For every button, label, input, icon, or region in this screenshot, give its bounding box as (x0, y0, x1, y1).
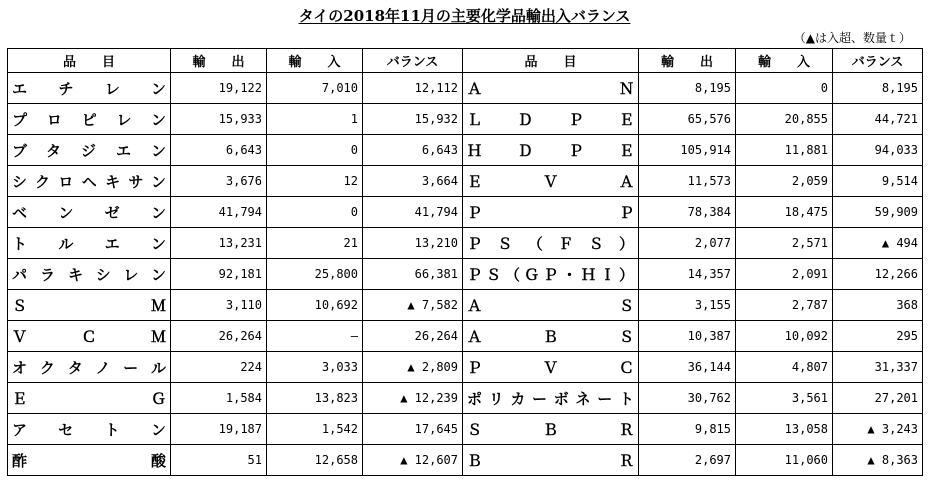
left-balance: 66,381 (363, 259, 463, 290)
right-item-name: ＡＮ (463, 73, 639, 104)
right-item-name: ＰＰ (463, 197, 639, 228)
header-import-left: 輸 入 (267, 49, 363, 73)
right-import: 4,807 (736, 352, 833, 383)
left-item-name: パラキシレン (8, 259, 171, 290)
table-row (8, 228, 923, 259)
right-import: 20,855 (736, 104, 833, 135)
table-row (8, 445, 923, 476)
right-export: 10,387 (639, 321, 736, 352)
right-balance: 9,514 (833, 166, 923, 197)
right-import: 2,059 (736, 166, 833, 197)
right-export: 9,815 (639, 414, 736, 445)
table-row (8, 414, 923, 445)
left-item-name: ＶＣＭ (8, 321, 171, 352)
table-row (8, 197, 923, 228)
left-export: 41,794 (171, 197, 267, 228)
left-balance: 26,264 (363, 321, 463, 352)
left-item-name: オクタノール (8, 352, 171, 383)
left-export: 51 (171, 445, 267, 476)
right-import: 3,561 (736, 383, 833, 414)
right-balance: 8,195 (833, 73, 923, 104)
right-import: 2,571 (736, 228, 833, 259)
right-balance: 44,721 (833, 104, 923, 135)
left-import: 25,800 (267, 259, 363, 290)
right-item-name: ＰＳ（ＦＳ） (463, 228, 639, 259)
table-row (8, 290, 923, 321)
table-row (8, 135, 923, 166)
right-balance: 27,201 (833, 383, 923, 414)
left-import: 12 (267, 166, 363, 197)
right-export: 11,573 (639, 166, 736, 197)
table-row (8, 259, 923, 290)
left-balance: 6,643 (363, 135, 463, 166)
left-export: 13,231 (171, 228, 267, 259)
right-export: 2,697 (639, 445, 736, 476)
left-item-name: シクロヘキサン (8, 166, 171, 197)
left-balance: ▲ 7,582 (363, 290, 463, 321)
left-balance: ▲ 2,809 (363, 352, 463, 383)
right-item-name: ＳＢＲ (463, 414, 639, 445)
header-export-right: 輸 出 (639, 49, 736, 73)
right-export: 30,762 (639, 383, 736, 414)
left-balance: 41,794 (363, 197, 463, 228)
right-export: 78,384 (639, 197, 736, 228)
left-import: 13,823 (267, 383, 363, 414)
left-balance: ▲ 12,607 (363, 445, 463, 476)
header-row (8, 49, 923, 73)
right-import: 11,060 (736, 445, 833, 476)
page-title (0, 6, 929, 26)
right-export: 65,576 (639, 104, 736, 135)
right-export: 14,357 (639, 259, 736, 290)
left-balance: 3,664 (363, 166, 463, 197)
header-balance-right: バランス (833, 49, 923, 73)
right-balance: ▲ 494 (833, 228, 923, 259)
left-item-name: トルエン (8, 228, 171, 259)
left-import: 3,033 (267, 352, 363, 383)
left-import: 12,658 (267, 445, 363, 476)
left-item-name: エチレン (8, 73, 171, 104)
right-import: 0 (736, 73, 833, 104)
right-import: 11,881 (736, 135, 833, 166)
left-export: 19,187 (171, 414, 267, 445)
left-balance: ▲ 12,239 (363, 383, 463, 414)
right-balance: 59,909 (833, 197, 923, 228)
right-item-name: ＰＶＣ (463, 352, 639, 383)
left-item-name: アセトン (8, 414, 171, 445)
right-export: 3,155 (639, 290, 736, 321)
left-export: 3,110 (171, 290, 267, 321)
right-export: 8,195 (639, 73, 736, 104)
right-export: 105,914 (639, 135, 736, 166)
table-row (8, 73, 923, 104)
right-balance: 295 (833, 321, 923, 352)
right-item-name: ポリカーボネート (463, 383, 639, 414)
left-export: 6,643 (171, 135, 267, 166)
left-export: 26,264 (171, 321, 267, 352)
left-item-name: 酢酸 (8, 445, 171, 476)
left-balance: 13,210 (363, 228, 463, 259)
right-export: 2,077 (639, 228, 736, 259)
header-export-left: 輸 出 (171, 49, 267, 73)
left-import: 0 (267, 135, 363, 166)
left-import: 21 (267, 228, 363, 259)
table-row (8, 352, 923, 383)
left-import: 1 (267, 104, 363, 135)
right-import: 18,475 (736, 197, 833, 228)
left-item-name: ブタジエン (8, 135, 171, 166)
header-item-right: 品 目 (463, 49, 639, 73)
left-item-name: ＳＭ (8, 290, 171, 321)
header-item-left: 品 目 (8, 49, 171, 73)
right-item-name: ＡＳ (463, 290, 639, 321)
right-balance: ▲ 3,243 (833, 414, 923, 445)
right-item-name: ＢＲ (463, 445, 639, 476)
table-row (8, 166, 923, 197)
table-row (8, 104, 923, 135)
left-export: 1,584 (171, 383, 267, 414)
table-row (8, 383, 923, 414)
unit-note: （▲は入超、数量ｔ） (793, 31, 911, 45)
right-balance: ▲ 8,363 (833, 445, 923, 476)
left-balance: 17,645 (363, 414, 463, 445)
left-item-name: プロピレン (8, 104, 171, 135)
table-row (8, 321, 923, 352)
header-balance-left: バランス (363, 49, 463, 73)
right-balance: 368 (833, 290, 923, 321)
right-item-name: ＬＤＰＥ (463, 104, 639, 135)
right-item-name: ＡＢＳ (463, 321, 639, 352)
left-import: 7,010 (267, 73, 363, 104)
page-title-text: タイの2018年11月の主要化学品輸出入バランス (298, 7, 631, 25)
right-item-name: ＰＳ（ＧＰ・ＨＩ） (463, 259, 639, 290)
right-balance: 12,266 (833, 259, 923, 290)
left-export: 19,122 (171, 73, 267, 104)
left-item-name: ベンゼン (8, 197, 171, 228)
right-item-name: ＨＤＰＥ (463, 135, 639, 166)
right-import: 10,092 (736, 321, 833, 352)
right-balance: 31,337 (833, 352, 923, 383)
right-export: 36,144 (639, 352, 736, 383)
right-item-name: ＥＶＡ (463, 166, 639, 197)
left-export: 3,676 (171, 166, 267, 197)
left-balance: 15,932 (363, 104, 463, 135)
left-export: 224 (171, 352, 267, 383)
right-import: 2,787 (736, 290, 833, 321)
left-export: 92,181 (171, 259, 267, 290)
left-import: — (267, 321, 363, 352)
right-import: 2,091 (736, 259, 833, 290)
left-export: 15,933 (171, 104, 267, 135)
left-balance: 12,112 (363, 73, 463, 104)
header-import-right: 輸 入 (736, 49, 833, 73)
right-import: 13,058 (736, 414, 833, 445)
left-import: 1,542 (267, 414, 363, 445)
left-import: 0 (267, 197, 363, 228)
left-item-name: ＥＧ (8, 383, 171, 414)
left-import: 10,692 (267, 290, 363, 321)
trade-balance-table (7, 48, 923, 476)
right-balance: 94,033 (833, 135, 923, 166)
